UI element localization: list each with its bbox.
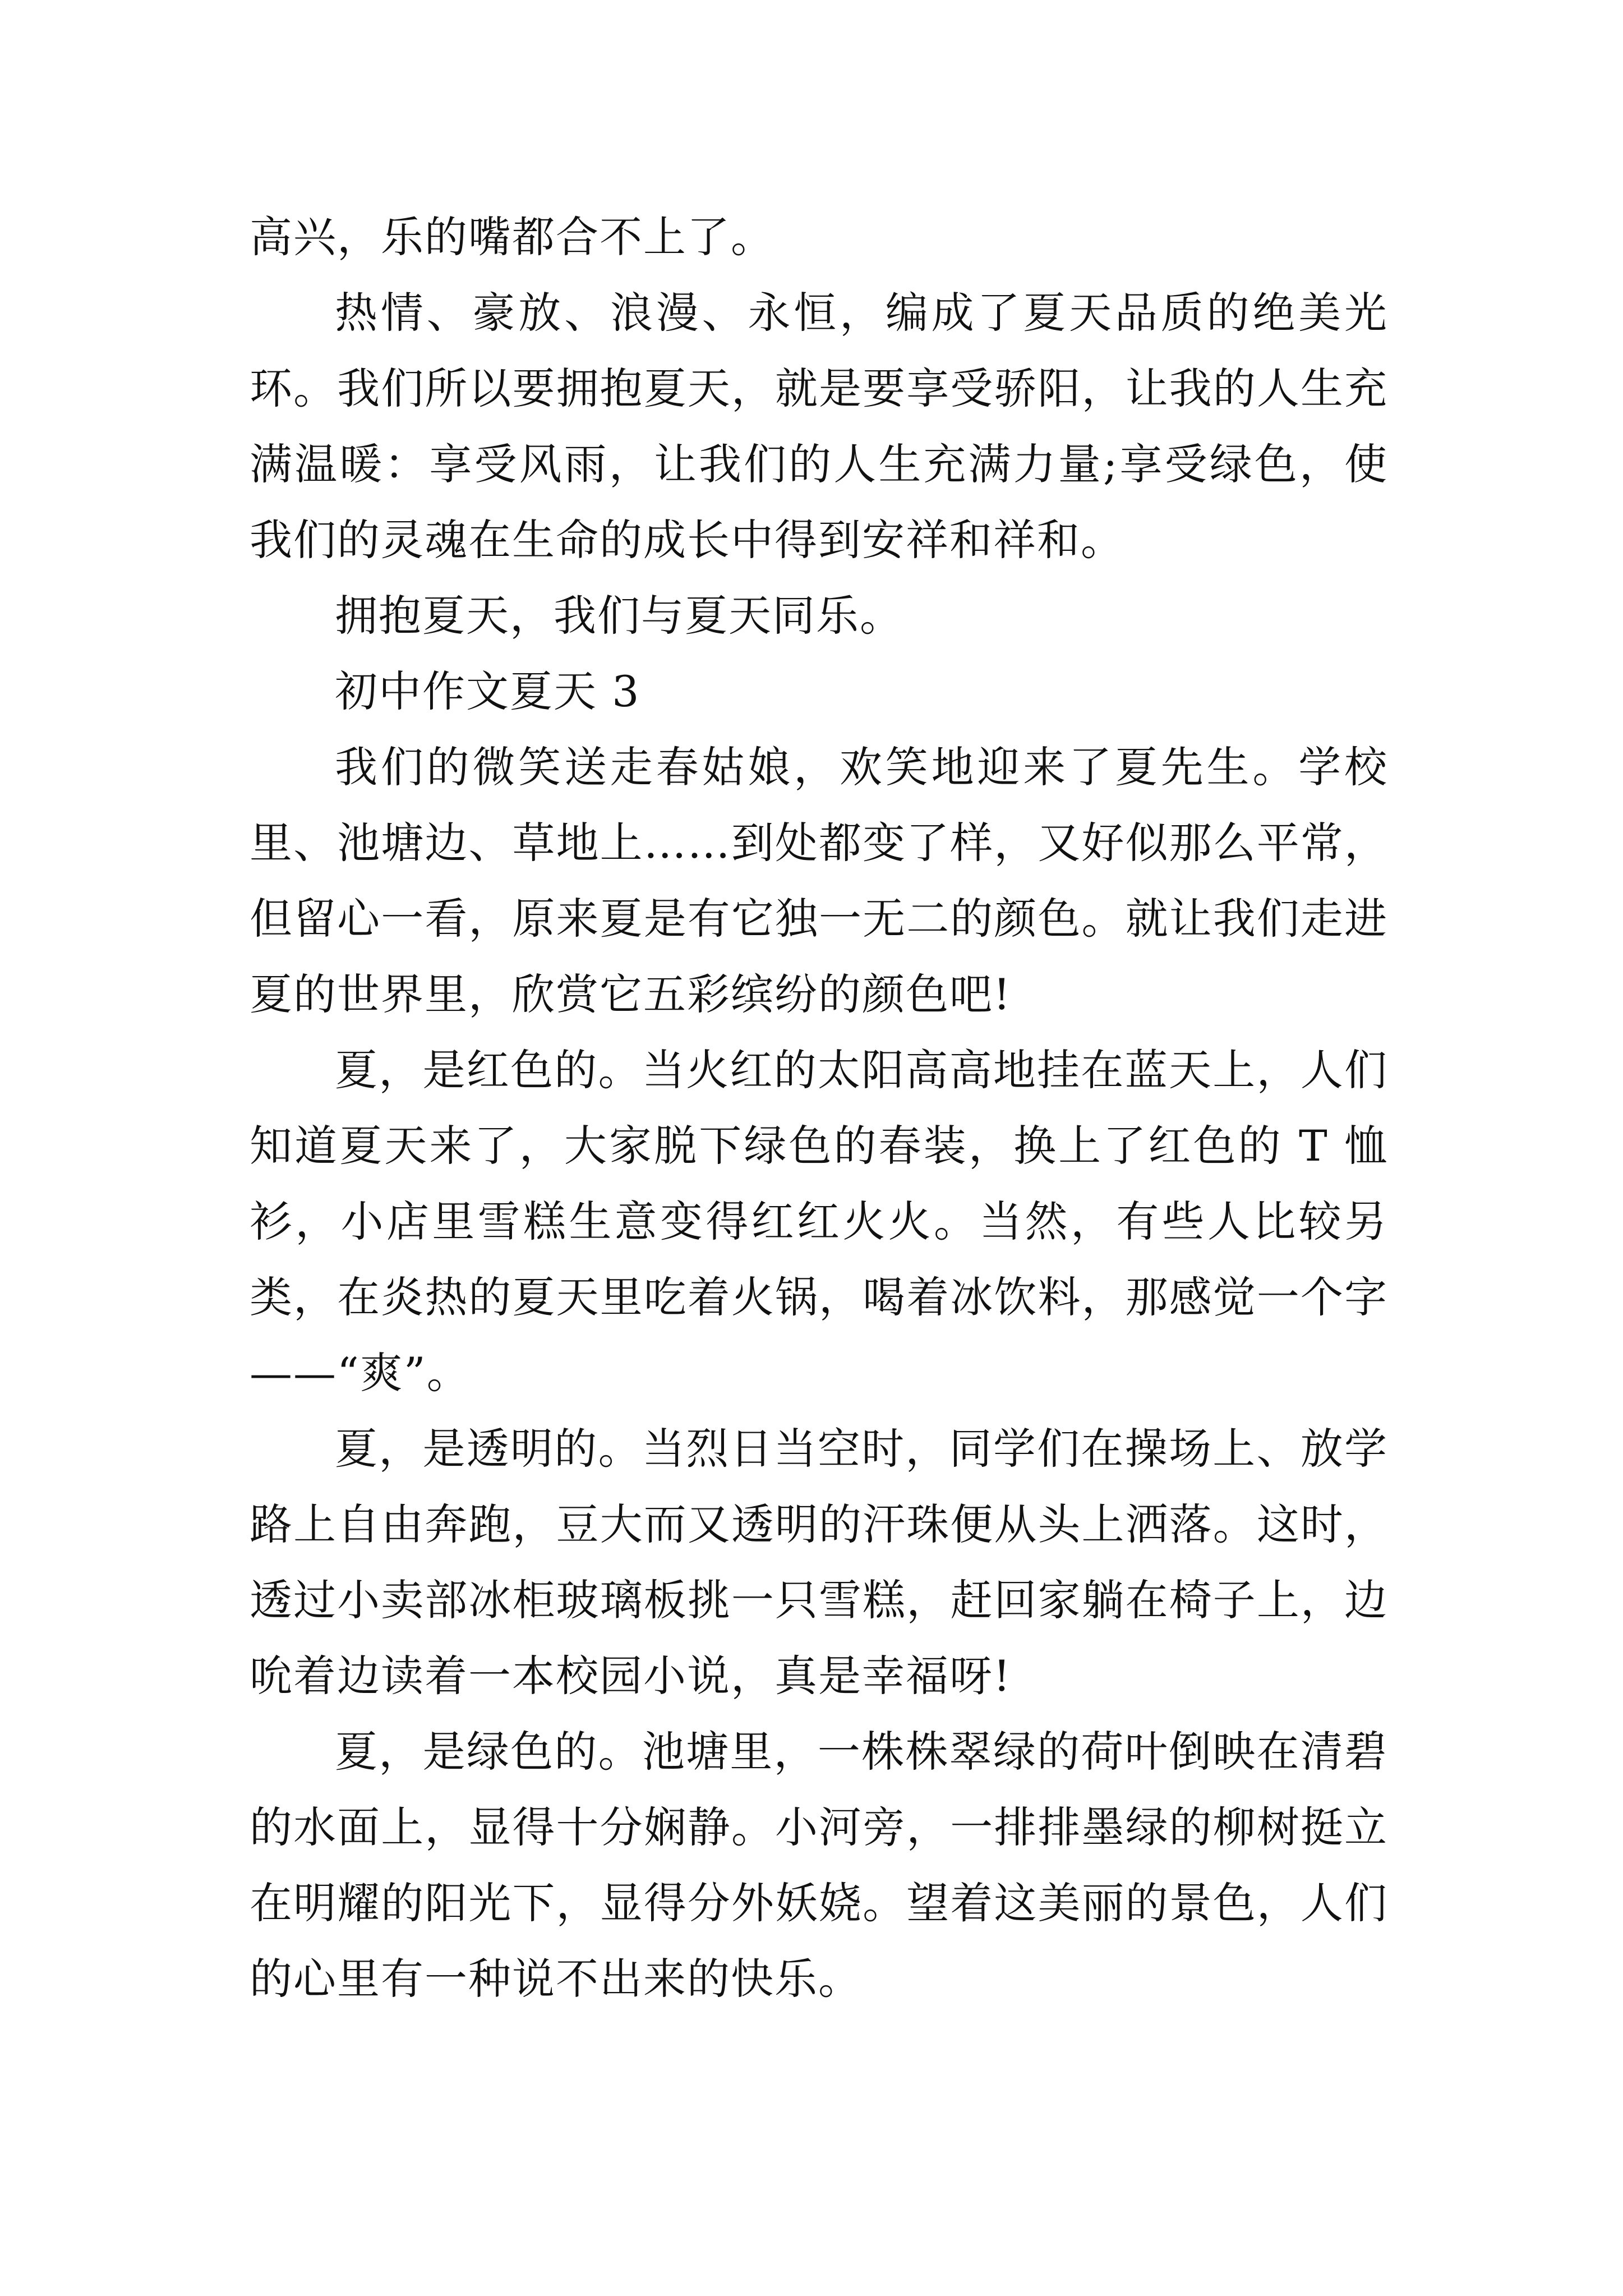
paragraph-6: 夏，是红色的。当火红的太阳高高地挂在蓝天上，人们知道夏天来了，大家脱下绿色的春装，换上了红色的 T 恤衫，小店里雪糕生意变得红红火火。当然，有些人比较另类，在炎热的夏天里吃着火锅，喝着冰饮料，那感觉一个字——“爽”。	[250, 1045, 1388, 1398]
paragraph-8: 夏，是绿色的。池塘里，一株株翠绿的荷叶倒映在清碧的水面上，显得十分娴静。小河旁，一排排墨绿的柳树挺立在明耀的阳光下，显得分外妖娆。望着这美丽的景色，人们的心里有一种说不出来的快乐。	[250, 1727, 1388, 2004]
paragraph-7: 夏，是透明的。当烈日当空时，同学们在操场上、放学路上自由奔跑，豆大而又透明的汗珠便从头上洒落。这时，透过小卖部冰柜玻璃板挑一只雪糕，赶回家躺在椅子上，边吮着边读着一本校园小说，真是幸福呀!	[250, 1424, 1388, 1701]
section-heading: 初中作文夏天 3	[335, 666, 640, 716]
paragraph-5: 我们的微笑送走春姑娘，欢笑地迎来了夏先生。学校里、池塘边、草地上……到处都变了样，又好似那么平常，但留心一看，原来夏是有它独一无二的颜色。就让我们走进夏的世界里，欣赏它五彩缤纷的颜色吧!	[250, 742, 1388, 1019]
paragraph-1: 高兴，乐的嘴都合不上了。	[250, 212, 774, 262]
paragraph-3: 拥抱夏天，我们与夏天同乐。	[335, 591, 903, 641]
paragraph-2: 热情、豪放、浪漫、永恒，编成了夏天品质的绝美光环。我们所以要拥抱夏天，就是要享受骄阳，让我的人生充满温暖：享受风雨，让我们的人生充满力量;享受绿色，使我们的灵魂在生命的成长中得到安祥和祥和。	[250, 288, 1388, 565]
body-text	[250, 199, 1388, 2017]
